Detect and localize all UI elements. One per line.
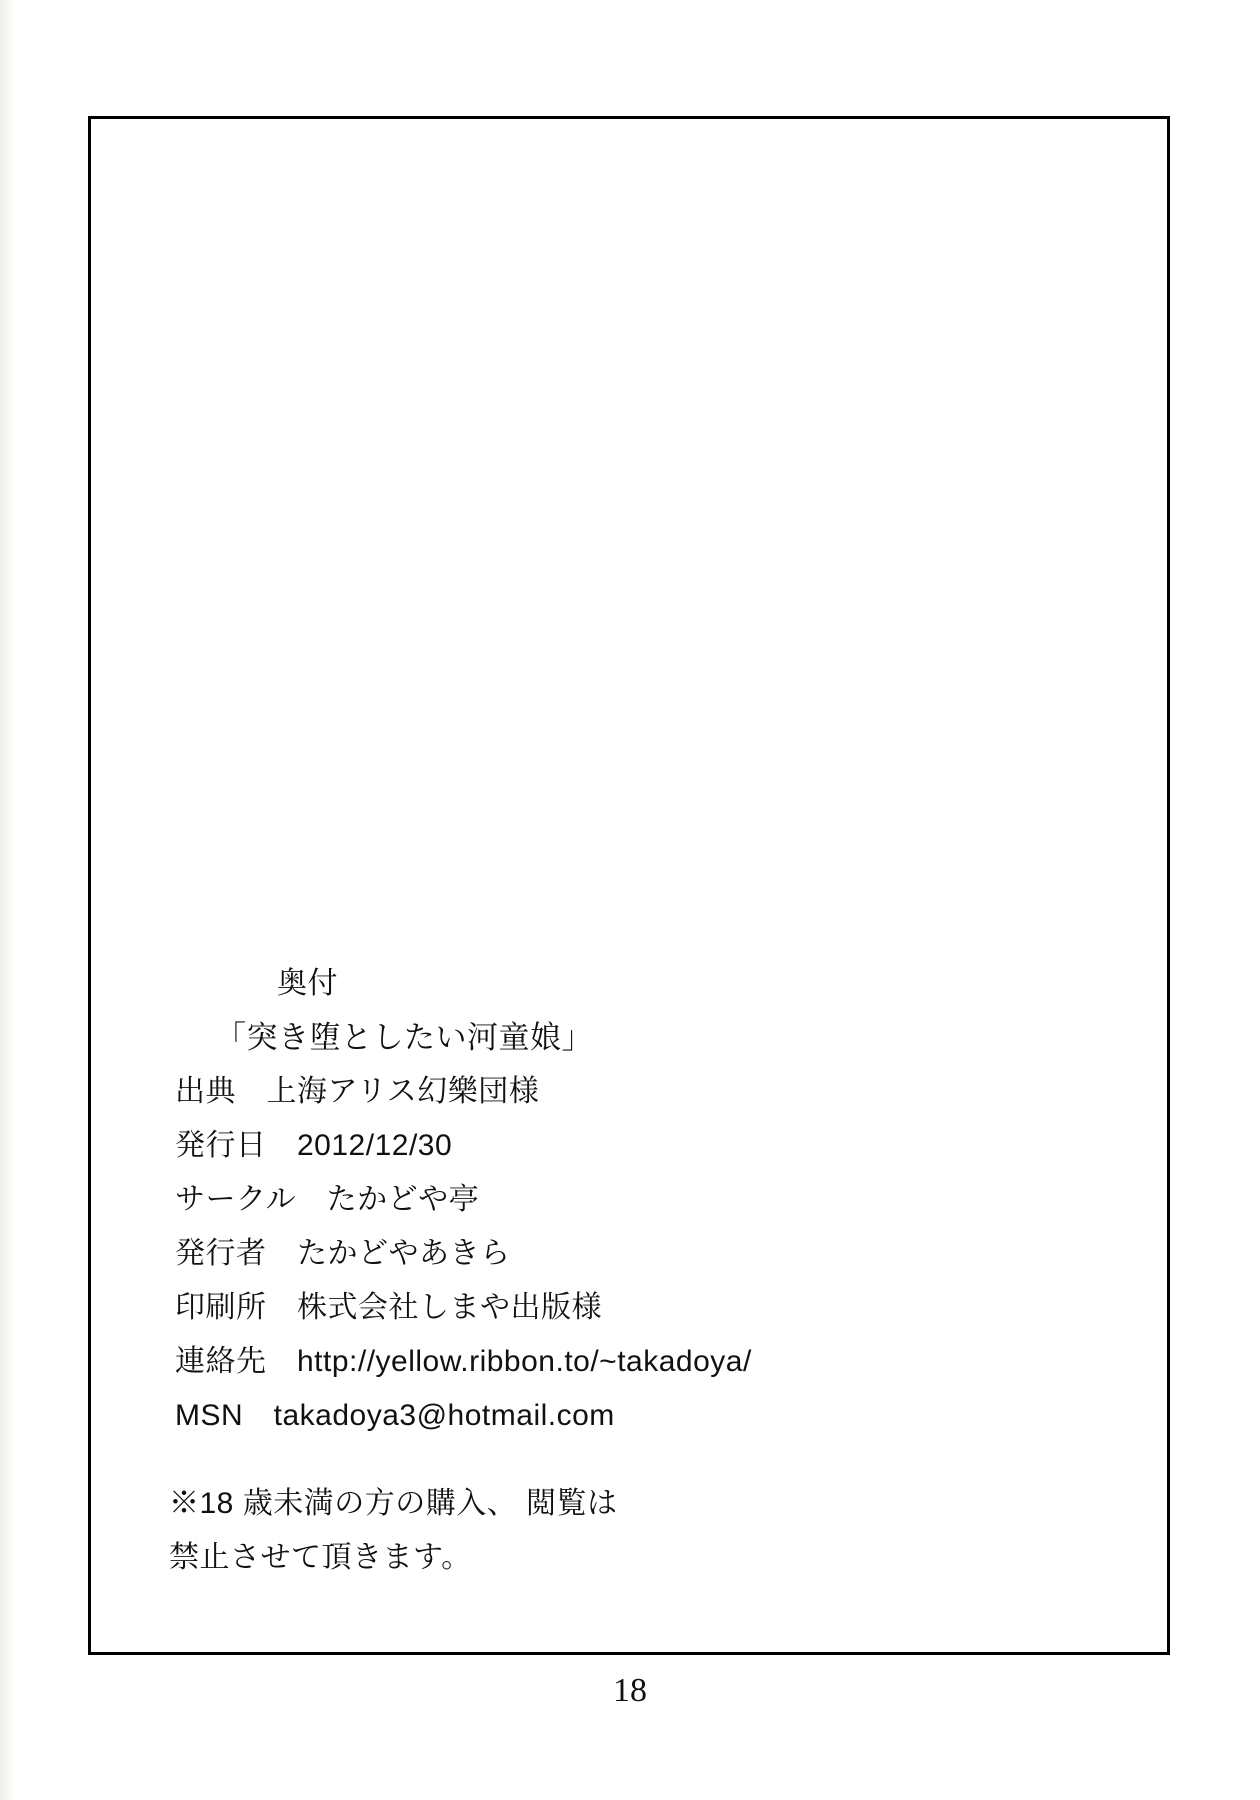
colophon-field-msn: MSN takadoya3@hotmail.com xyxy=(175,1399,615,1432)
colophon-field-contact: 連絡先 http://yellow.ribbon.to/~takadoya/ xyxy=(175,1345,752,1378)
colophon-frame xyxy=(88,116,1170,1655)
spacer xyxy=(137,1443,1127,1477)
colophon-field-publisher: 発行者 たかどやあきら xyxy=(175,1237,511,1270)
colophon-field-publication-date: 発行日 2012/12/30 xyxy=(175,1129,453,1162)
page-number: 18 xyxy=(613,1672,647,1709)
paper-edge-shading xyxy=(0,0,14,1800)
colophon-heading: 奥付 xyxy=(277,967,338,1000)
colophon-field-printer: 印刷所 株式会社しまや出版様 xyxy=(175,1291,602,1324)
colophon-text-block xyxy=(137,957,1127,1585)
work-title: 「突き堕としたい河童娘」 xyxy=(215,1020,593,1055)
colophon-field-source: 出典 上海アリス幻樂団様 xyxy=(175,1075,540,1108)
age-restriction-notice-line-1: ※18 歳未満の方の購入、 閲覧は xyxy=(169,1487,618,1520)
colophon-field-circle: サークル たかどや亭 xyxy=(175,1183,480,1216)
age-restriction-notice-line-2: 禁止させて頂きます。 xyxy=(169,1541,472,1574)
